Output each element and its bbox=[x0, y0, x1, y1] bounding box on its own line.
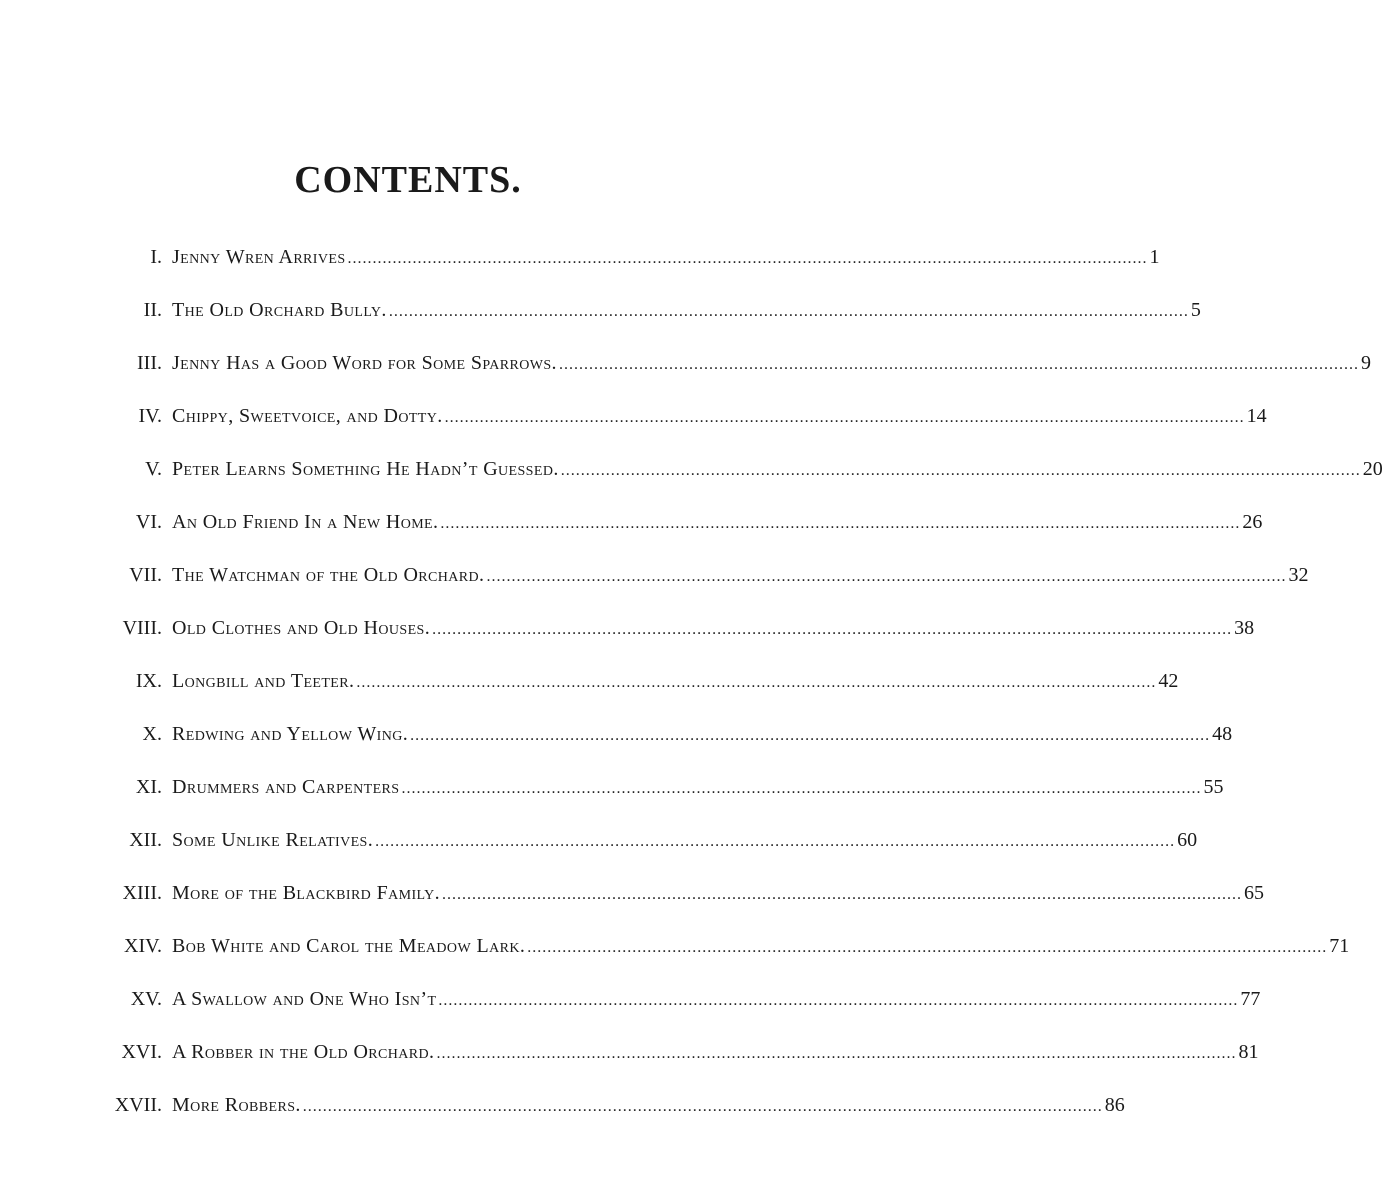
chapter-numeral: IX. bbox=[135, 670, 162, 692]
page-number: 77 bbox=[1240, 988, 1261, 1010]
dot-leader bbox=[559, 462, 1363, 480]
page-number: 55 bbox=[1203, 776, 1224, 798]
chapter-title: More of the Blackbird Family. bbox=[172, 882, 440, 904]
chapter-title: Jenny Wren Arrives bbox=[172, 246, 346, 268]
chapter-numeral: XV. bbox=[130, 988, 162, 1010]
chapter-numeral: VI. bbox=[135, 511, 162, 533]
toc-entry[interactable] bbox=[0, 558, 1309, 611]
dot-leader bbox=[408, 727, 1212, 745]
toc-entry[interactable] bbox=[0, 1035, 1259, 1088]
chapter-numeral: VIII. bbox=[122, 617, 162, 639]
toc-entry[interactable] bbox=[0, 717, 1233, 770]
toc-entry[interactable] bbox=[0, 346, 1371, 399]
page-number: 71 bbox=[1329, 935, 1350, 957]
toc-list bbox=[0, 240, 1383, 1141]
chapter-entry bbox=[172, 564, 1309, 587]
page-number: 9 bbox=[1360, 352, 1371, 374]
toc-entry[interactable] bbox=[0, 1088, 1125, 1141]
page-number: 86 bbox=[1104, 1094, 1125, 1116]
page-number: 1 bbox=[1149, 246, 1160, 268]
chapter-title: Chippy, Sweetvoice, and Dotty. bbox=[172, 405, 443, 427]
chapter-entry bbox=[172, 935, 1350, 958]
chapter-entry bbox=[172, 299, 1201, 322]
page-number: 42 bbox=[1158, 670, 1179, 692]
page-number: 20 bbox=[1362, 458, 1383, 480]
page-number: 14 bbox=[1246, 405, 1267, 427]
chapter-title: Old Clothes and Old Houses. bbox=[172, 617, 431, 639]
page-number: 60 bbox=[1177, 829, 1198, 851]
dot-leader bbox=[434, 1045, 1238, 1063]
chapter-title: More Robbers. bbox=[172, 1094, 301, 1116]
chapter-entry bbox=[172, 776, 1224, 799]
chapter-entry bbox=[172, 882, 1264, 905]
chapter-numeral: XII. bbox=[129, 829, 162, 851]
chapter-entry bbox=[172, 723, 1233, 746]
toc-entry[interactable] bbox=[0, 505, 1263, 558]
chapter-numeral: III. bbox=[137, 352, 162, 374]
chapter-entry bbox=[172, 458, 1383, 481]
chapter-title: The Old Orchard Bully. bbox=[172, 299, 387, 321]
toc-entry[interactable] bbox=[0, 452, 1383, 505]
page-title: CONTENTS. bbox=[294, 159, 522, 201]
toc-entry[interactable] bbox=[0, 770, 1224, 823]
chapter-title: An Old Friend In a New Home. bbox=[172, 511, 439, 533]
toc-entry[interactable] bbox=[0, 399, 1267, 452]
chapter-entry bbox=[172, 829, 1198, 852]
dot-leader bbox=[387, 303, 1191, 321]
chapter-numeral: XVI. bbox=[121, 1041, 162, 1063]
chapter-title: Redwing and Yellow Wing. bbox=[172, 723, 409, 745]
toc-entry[interactable] bbox=[0, 876, 1264, 929]
chapter-title: Some Unlike Relatives. bbox=[172, 829, 374, 851]
chapter-entry bbox=[172, 1094, 1125, 1117]
page-number: 81 bbox=[1238, 1041, 1259, 1063]
page-number: 65 bbox=[1244, 882, 1264, 904]
toc-entry[interactable] bbox=[0, 929, 1350, 982]
dot-leader bbox=[430, 621, 1234, 639]
page-number: 32 bbox=[1288, 564, 1309, 586]
dot-leader bbox=[436, 992, 1240, 1010]
dot-leader bbox=[557, 356, 1361, 374]
page-number: 26 bbox=[1242, 511, 1263, 533]
chapter-numeral: I. bbox=[150, 246, 162, 268]
toc-entry[interactable] bbox=[0, 611, 1255, 664]
chapter-numeral: VII. bbox=[129, 564, 162, 586]
chapter-numeral: XVII. bbox=[114, 1094, 162, 1116]
chapter-numeral: V. bbox=[145, 458, 162, 480]
chapter-entry bbox=[172, 352, 1371, 375]
dot-leader bbox=[373, 833, 1177, 851]
toc-entry[interactable] bbox=[0, 664, 1179, 717]
chapter-title: A Robber in the Old Orchard. bbox=[172, 1041, 435, 1063]
dot-leader bbox=[399, 780, 1203, 798]
chapter-title: Jenny Has a Good Word for Some Sparrows. bbox=[172, 352, 557, 374]
chapter-numeral: XI. bbox=[135, 776, 162, 798]
toc-entry[interactable] bbox=[0, 293, 1201, 346]
chapter-entry bbox=[172, 617, 1255, 640]
chapter-title: A Swallow and One Who Isn’t bbox=[172, 988, 437, 1010]
chapter-title: Drummers and Carpenters bbox=[172, 776, 400, 798]
chapter-title: Longbill and Teeter. bbox=[172, 670, 355, 692]
chapter-entry bbox=[172, 246, 1160, 269]
dot-leader bbox=[440, 886, 1244, 904]
dot-leader bbox=[354, 674, 1158, 692]
chapter-title: Peter Learns Something He Hadn’t Guessed. bbox=[172, 458, 559, 480]
toc-entry[interactable] bbox=[0, 240, 1160, 293]
chapter-numeral: XIII. bbox=[122, 882, 162, 904]
chapter-entry bbox=[172, 511, 1263, 534]
toc-entry[interactable] bbox=[0, 982, 1261, 1035]
chapter-numeral: II. bbox=[143, 299, 162, 321]
chapter-numeral: XIV. bbox=[124, 935, 162, 957]
chapter-entry bbox=[172, 670, 1179, 693]
page-number: 5 bbox=[1190, 299, 1201, 321]
page-number: 48 bbox=[1212, 723, 1233, 745]
chapter-entry bbox=[172, 405, 1267, 428]
toc-entry[interactable] bbox=[0, 823, 1198, 876]
page-number: 38 bbox=[1234, 617, 1255, 639]
chapter-title: The Watchman of the Old Orchard. bbox=[172, 564, 485, 586]
dot-leader bbox=[525, 939, 1329, 957]
dot-leader bbox=[346, 250, 1150, 268]
dot-leader bbox=[438, 515, 1242, 533]
chapter-entry bbox=[172, 1041, 1259, 1064]
dot-leader bbox=[443, 409, 1247, 427]
chapter-entry bbox=[172, 988, 1261, 1011]
dot-leader bbox=[301, 1098, 1105, 1116]
chapter-title: Bob White and Carol the Meadow Lark. bbox=[172, 935, 526, 957]
chapter-numeral: X. bbox=[142, 723, 162, 745]
chapter-numeral: IV. bbox=[138, 405, 162, 427]
dot-leader bbox=[484, 568, 1288, 586]
